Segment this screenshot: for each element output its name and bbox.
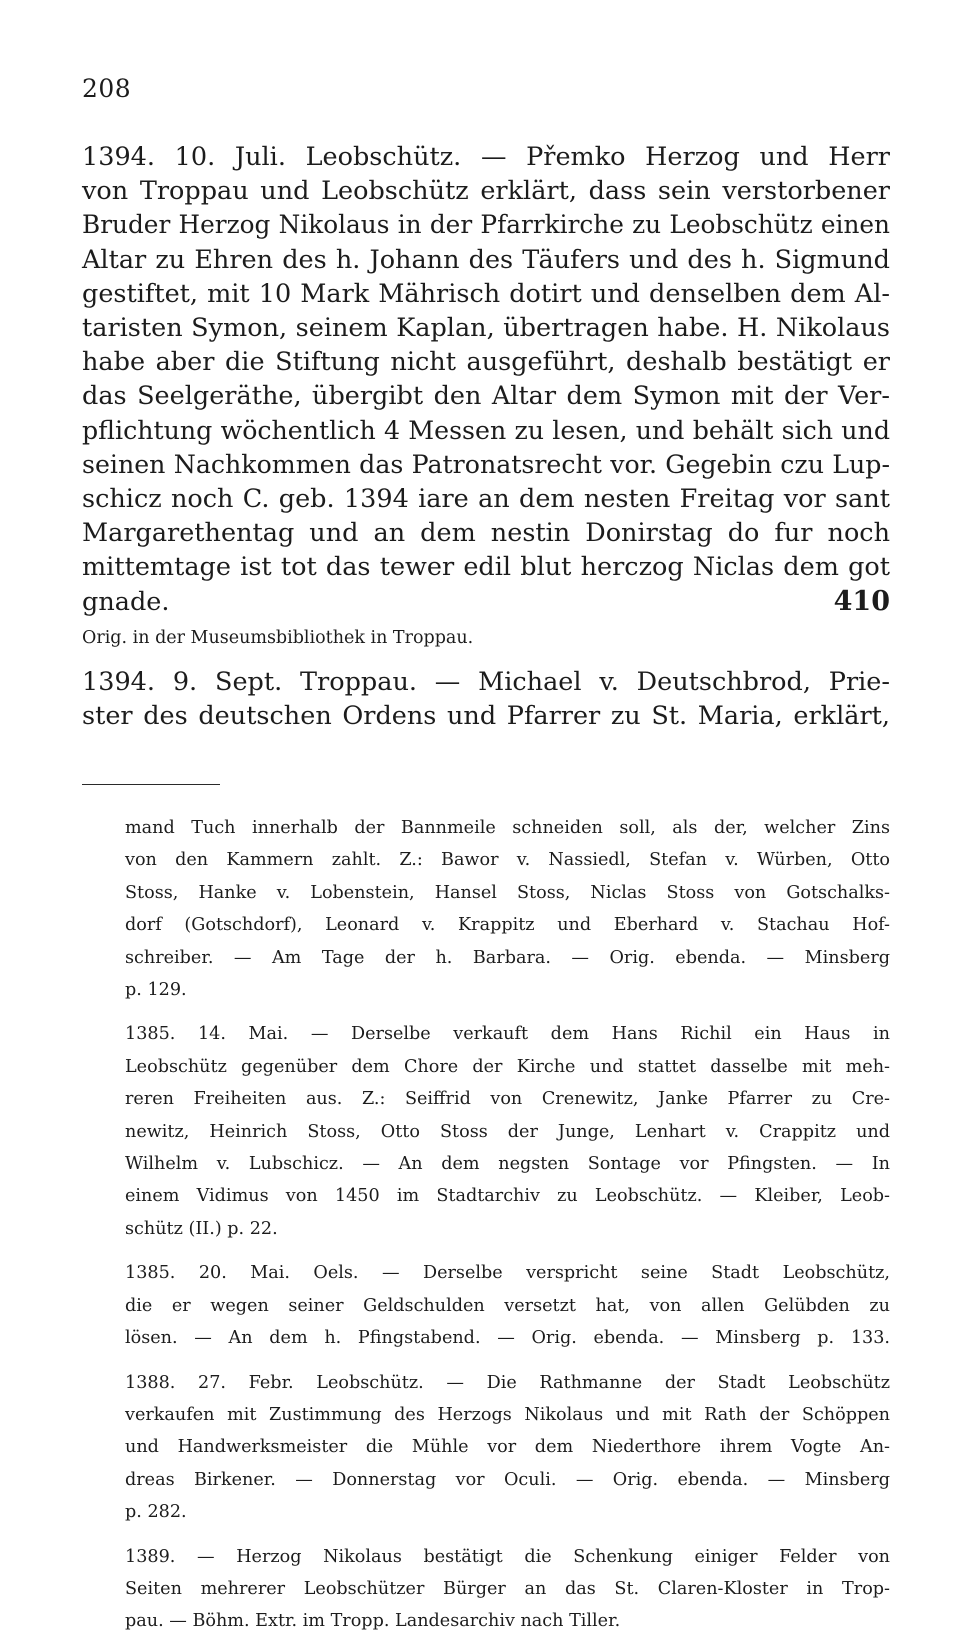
main-text-line: schicz noch C. geb. 1394 iare an dem nesten Freitag vor sant [82,484,890,515]
document-entry-next [82,665,890,733]
footnote-line: p. 282. [125,1502,187,1523]
footnotes-block [125,812,890,1650]
footnote-line: schreiber. — Am Tage der h. Barbara. — Orig. ebenda. — Minsberg [125,947,890,968]
footnote-line: Seiten mehrerer Leobschützer Bürger an das St. Claren-Kloster in Trop- [125,1578,890,1599]
main-text-line: seinen Nachkommen das Patronatsrecht vor. Gegebin czu Lup- [82,449,890,479]
footnote-line: newitz, Heinrich Stoss, Otto Stoss der Junge, Lenhart v. Crappitz und [125,1121,890,1142]
page-number: 208 [82,74,132,103]
footnote-line: mand Tuch innerhalb der Bannmeile schneiden soll, als der, welcher Zins [125,818,890,838]
source-note: Orig. in der Museumsbibliothek in Troppau. [82,627,474,648]
footnote-line: dorf (Gotschdorf), Leonard v. Krappitz und Eberhard v. Stachau Hof- [125,915,890,936]
footnote-line: dreas Birkener. — Donnerstag vor Oculi. — Orig. ebenda. — Minsberg [125,1469,890,1490]
main-text-line: habe aber die Stiftung nicht ausgeführt, deshalb bestätigt er [82,347,890,378]
main-text-line: gestiftet, mit 10 Mark Mährisch dotirt und denselben dem Al- [82,278,890,309]
main-text-line: Bruder Herzog Nikolaus in der Pfarrkirche zu Leobschütz einen [82,210,890,240]
main-text-line: Margarethentag und an dem nestin Donirstag do fur noch [82,518,890,549]
main-text-line: taristen Symon, seinem Kaplan, übertragen habe. H. Nikolaus [82,313,890,344]
footnote-paragraph [125,1257,890,1354]
footnote-line: 1389. — Herzog Nikolaus bestätigt die Schenkung einiger Felder von [125,1546,890,1567]
main-text-line: das Seelgeräthe, übergibt den Altar dem Symon mit der Ver- [82,381,890,412]
footnote-line: 1385. 14. Mai. — Derselbe verkauft dem Hans Richil ein Haus in [125,1024,890,1045]
main-text-line: pflichtung wöchentlich 4 Messen zu lesen, und behält sich und [82,415,890,445]
footnote-line: Stoss, Hanke v. Lobenstein, Hansel Stoss, Niclas Stoss von Gotschalks- [125,882,890,903]
footnote-line: lösen. — An dem h. Pfingstabend. — Orig. ebenda. — Minsberg p. 133. [125,1328,890,1349]
footnote-line: einem Vidimus von 1450 im Stadtarchiv zu Leobschütz. — Kleiber, Leob- [125,1186,890,1207]
footnote-line: von den Kammern zahlt. Z.: Bawor v. Nassiedl, Stefan v. Würben, Otto [125,850,890,871]
final-word: gnade. [82,586,170,617]
main-text-line: Altar zu Ehren des h. Johann des Täufers und des h. Sigmund [82,244,890,275]
footnote-paragraph [125,1367,890,1529]
footnote-line: 1385. 20. Mai. Oels. — Derselbe verspricht seine Stadt Leobschütz, [125,1263,890,1284]
footnote-line: Leobschütz gegenüber dem Chore der Kirche und stattet dasselbe mit meh- [125,1056,890,1077]
footnote-line: 1388. 27. Febr. Leobschütz. — Die Rathmanne der Stadt Leobschütz [125,1372,890,1393]
footnote-paragraph [125,1018,890,1245]
footnote-line: die er wegen seiner Geldschulden versetzt hat, von allen Gelübden zu [125,1295,890,1316]
main-text-line: ster des deutschen Ordens und Pfarrer zu St. Maria, erklärt, [82,701,890,732]
footnote-separator-rule [82,784,220,785]
footnote-line: p. 129. [125,980,187,1001]
footnote-line: pau. — Böhm. Extr. im Tropp. Landesarchiv nach Tiller. [125,1611,621,1632]
footnote-line: schütz (II.) p. 22. [125,1218,278,1239]
footnote-paragraph [125,812,890,1006]
closing-line [82,585,890,619]
main-text-block [82,140,890,733]
main-text-line: mittemtage ist tot das tewer edil blut herczog Niclas dem got [82,552,890,583]
footnote-line: Wilhelm v. Lubschicz. — An dem negsten Sontage vor Pfingsten. — In [125,1154,890,1175]
footnote-line: und Handwerksmeister die Mühle vor dem Niederthore ihrem Vogte An- [125,1437,890,1458]
main-text-line: von Troppau und Leobschütz erklärt, dass sein verstorbener [82,176,890,207]
main-text-line: 1394. 9. Sept. Troppau. — Michael v. Deutschbrod, Prie- [82,666,890,697]
document-number: 410 [833,585,890,617]
footnote-line: verkaufen mit Zustimmung des Herzogs Nikolaus und mit Rath der Schöppen [125,1404,890,1425]
footnote-line: reren Freiheiten aus. Z.: Seiffrid von Crenewitz, Janke Pfarrer zu Cre- [125,1089,890,1110]
main-text-line: 1394. 10. Juli. Leobschütz. — Přemko Herzog und Herr [82,142,890,172]
footnote-paragraph [125,1541,890,1638]
document-entry-410 [82,140,890,651]
